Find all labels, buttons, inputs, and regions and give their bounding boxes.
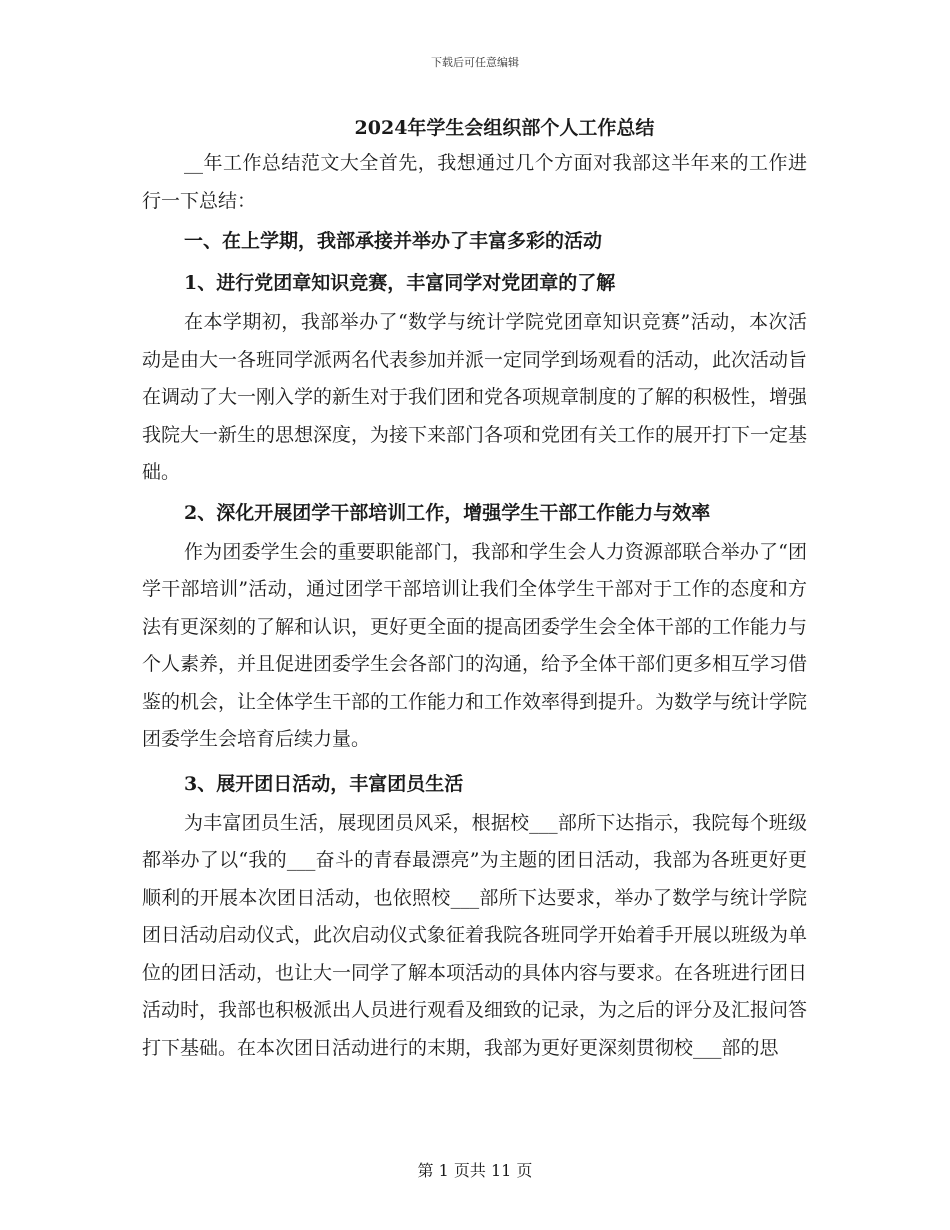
subsection-heading-2: 2、深化开展团学干部培训工作，增强学生干部工作能力与效率 [184,501,711,524]
document-body [142,112,807,1067]
subsection-heading-3: 3、展开团日活动，丰富团员生活 [184,772,464,795]
paragraph-cadre-training: 作为团委学生会的重要职能部门，我部和学生会人力资源部联合举办了“团学干部培训”活动，通过团学干部培训让我们全体学生干部对于工作的态度和方法有更深刻的了解和认识，更好更全面的提高团委学生会全体干部的工作能力与个人素养，并且促进团委学生会各部门的沟通，给予全体干部们更多相互学习借鉴的机会，让全体学生干部的工作能力和工作效率得到提升。为数学与统计学院团委学生会培育后续力量。 [142,540,808,750]
header-note: 下载后可任意编辑 [431,56,519,69]
intro-paragraph: __年工作总结范文大全首先，我想通过几个方面对我部这半年来的工作进行一下总结： [142,152,807,212]
subsection-heading-1: 1、进行党团章知识竞赛，丰富同学对党团章的了解 [184,272,616,294]
section-heading-1: 一、在上学期，我部承接并举办了丰富多彩的活动 [184,230,603,252]
page-footer: 第 1 页共 11 页 [417,1161,533,1180]
paragraph-league-day: 为丰富团员生活，展现团员风采，根据校___部所下达指示，我院每个班级都举办了以“我的___奋斗的青春最漂亮”为主题的团日活动，我部为各班更好更顺利的开展本次团日活动，也依照校___部所下达要求，举办了数学与统计学院团日活动启动仪式，此次启动仪式象征着我院各班同学开始着手开展以班级为单位的团日活动，也让大一同学了解本项活动的具体内容与要求。在各班进行团日活动时，我部也积极派出人员进行观看及细致的记录，为之后的评分及汇报问答打下基础。在本次团日活动进行的末期，我部为更好更深刻贯彻校___部的思 [142,811,808,1059]
document-title: 2024年学生会组织部个人工作总结 [354,117,655,139]
paragraph-knowledge-contest: 在本学期初，我部举办了“数学与统计学院党团章知识竞赛”活动，本次活动是由大一各班同学派两名代表参加并派一定同学到场观看的活动，此次活动旨在调动了大一刚入学的新生对于我们团和党各项规章制度的了解的积极性，增强我院大一新生的思想深度，为接下来部门各项和党团有关工作的展开打下一定基础。 [142,311,808,483]
